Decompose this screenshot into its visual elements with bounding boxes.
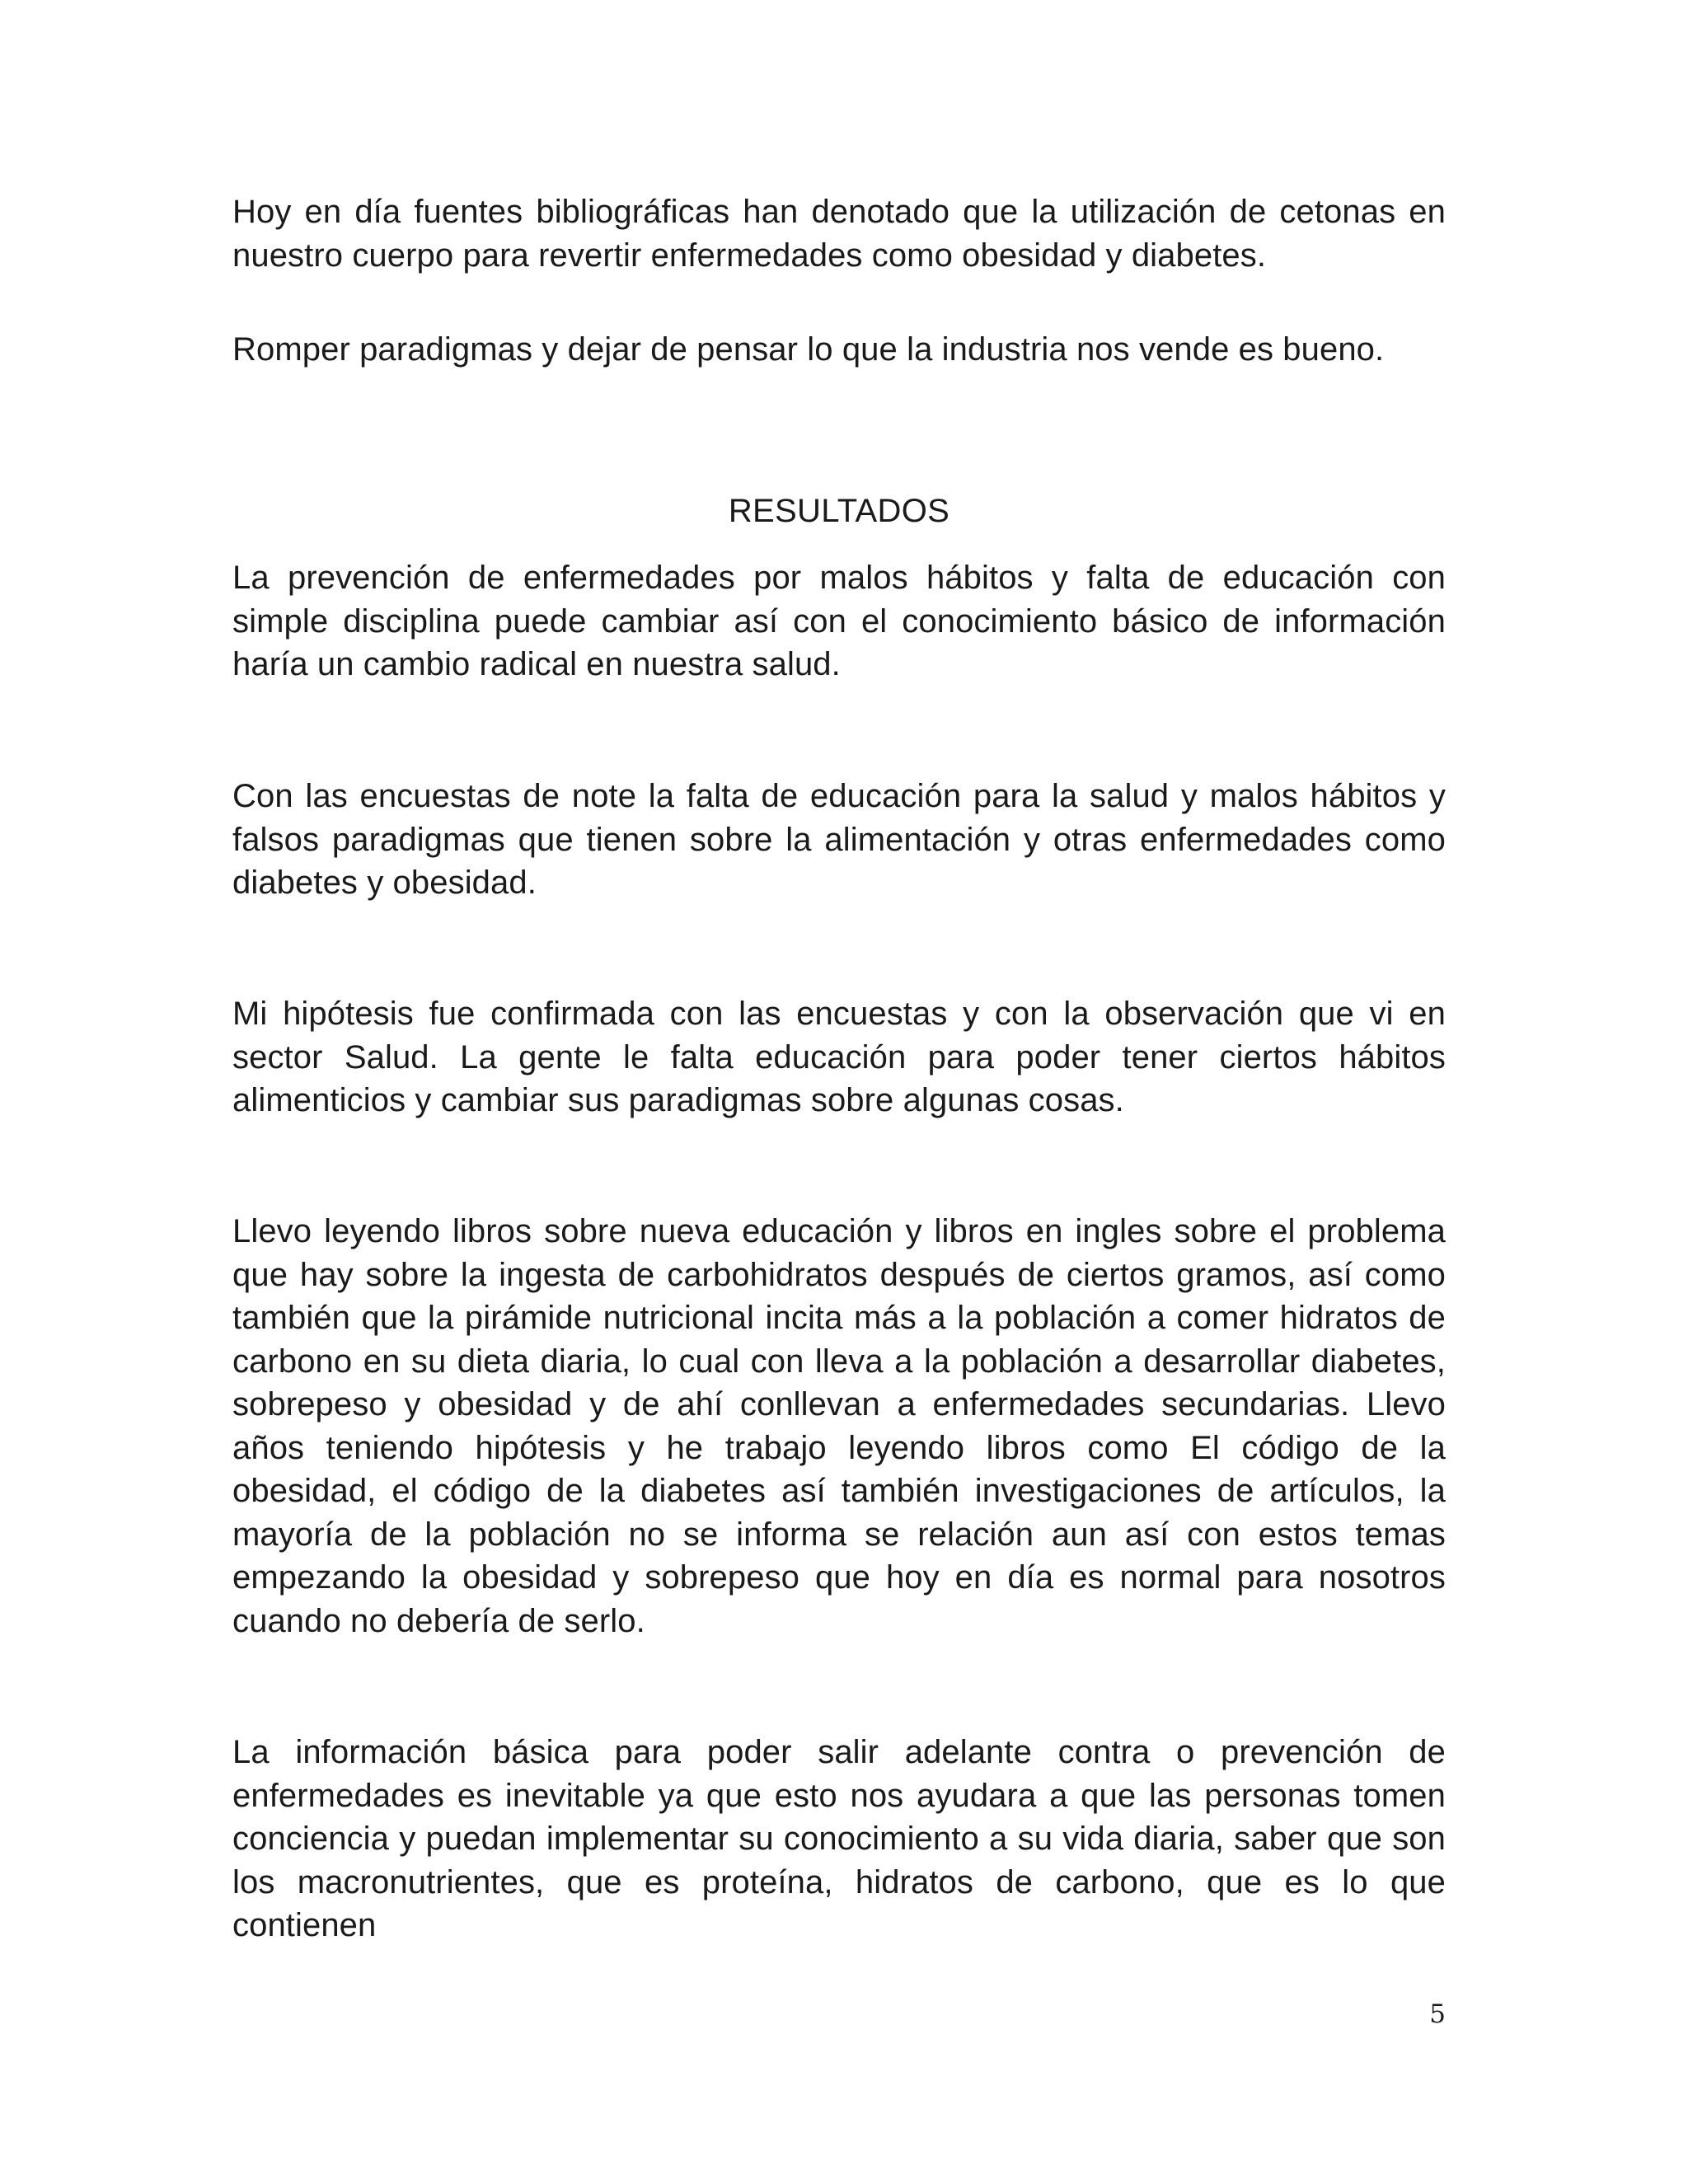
paragraph-hipotesis: Mi hipótesis fue confirmada con las encuestas y con la observación que vi en sector Salud. La gente le falta educación para poder tener ciertos hábitos alimenticios y cambiar sus paradigmas sobre algunas cosas. bbox=[232, 996, 1446, 1118]
paragraph-romper-paradigmas: Romper paradigmas y dejar de pensar lo que la industria nos vende es bueno. bbox=[232, 331, 1385, 368]
paragraph-prevencion: La prevención de enfermedades por malos hábitos y falta de educación con simple disciplina puede cambiar así con el conocimiento básico de información haría un cambio radical en nuestra salud. bbox=[232, 560, 1446, 682]
page-number: 5 bbox=[1429, 1999, 1446, 2029]
paragraph-lecturas: Llevo leyendo libros sobre nueva educación y libros en ingles sobre el problema que hay sobre la ingesta de carbohidratos después de ciertos gramos, así como también que la pirámide nutricional incita más a la población a comer hidratos de carbono en su dieta diaria, lo cual con lleva a la población a desarrollar diabetes, sobrepeso y obesidad y de ahí conllevan a enfermedades secundarias. Llevo años teniendo hipótesis y he trabajo leyendo libros como El código de la obesidad, el código de la diabetes así también investigaciones de artículos, la mayoría de la población no se informa se relación aun así con estos temas empezando la obesidad y sobrepeso que hoy en día es normal para nosotros cuando no debería de serlo. bbox=[232, 1213, 1446, 1639]
section-heading-resultados: RESULTADOS bbox=[728, 493, 950, 529]
paragraph-encuestas: Con las encuestas de note la falta de educación para la salud y malos hábitos y falsos paradigmas que tienen sobre la alimentación y otras enfermedades como diabetes y obesidad. bbox=[232, 778, 1446, 901]
paragraph-informacion-basica: La información básica para poder salir adelante contra o prevención de enfermedades es inevitable ya que esto nos ayudara a que las personas tomen conciencia y puedan implementar su conocimiento a su vida diaria, saber que son los macronutrientes, que es proteína, hidratos de carbono, que es lo que contienen bbox=[232, 1734, 1446, 1943]
paragraph-cetonas: Hoy en día fuentes bibliográficas han denotado que la utilización de cetonas en nuestro cuerpo para revertir enfermedades como obesidad y diabetes. bbox=[232, 194, 1446, 274]
